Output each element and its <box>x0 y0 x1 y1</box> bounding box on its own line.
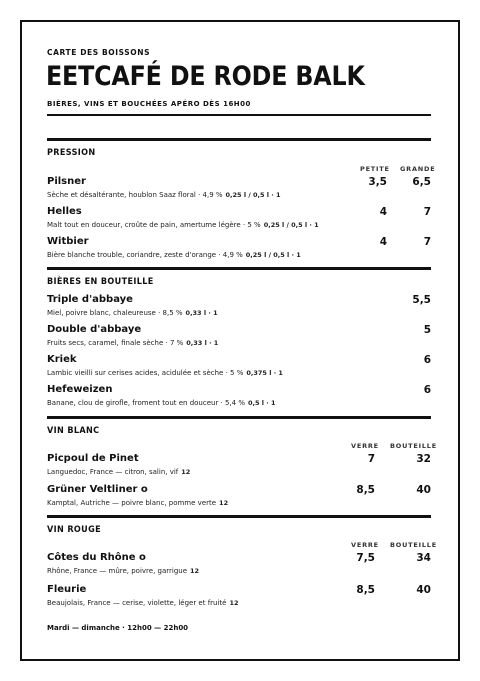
section-title-vin-blanc: VIN BLANC <box>47 426 100 436</box>
price-petite: 4 <box>379 236 387 248</box>
price-bouteille: 40 <box>416 584 431 596</box>
menu-kicker: CARTE DES BOISSONS <box>47 48 151 57</box>
item-desc: Bière blanche trouble, coriandre, zeste d'orange · 4,9 % 0,25 l / 0,5 l · 1 <box>47 251 301 259</box>
list-item <box>47 324 431 352</box>
item-volume: 0,25 l / 0,5 l · 1 <box>225 191 281 199</box>
price: 6 <box>423 384 431 396</box>
item-desc: Banane, clou de girofle, froment tout en douceur · 5,4 % 0,5 l · 1 <box>47 399 276 407</box>
price-petite: 3,5 <box>368 176 387 188</box>
item-name: Côtes du Rhône o <box>47 552 146 563</box>
price-verre: 8,5 <box>356 584 375 596</box>
section-divider <box>47 416 431 419</box>
price-bouteille: 32 <box>416 453 431 465</box>
list-item <box>47 453 431 481</box>
list-item <box>47 294 431 322</box>
item-name: Picpoul de Pinet <box>47 453 139 464</box>
list-item <box>47 484 431 512</box>
col-head-bouteille: BOUTEILLE <box>390 442 437 450</box>
item-volume: 0,25 l / 0,5 l · 1 <box>245 251 301 259</box>
item-name: Helles <box>47 206 82 217</box>
price-grande: 6,5 <box>412 176 431 188</box>
opening-hours: Mardi — dimanche · 12h00 — 22h00 <box>47 624 189 632</box>
item-name: Hefeweizen <box>47 384 113 395</box>
price-grande: 7 <box>423 206 431 218</box>
section-divider <box>47 267 431 270</box>
price-grande: 7 <box>423 236 431 248</box>
list-item <box>47 552 431 580</box>
col-head-verre: VERRE <box>351 541 379 549</box>
price-bouteille: 34 <box>416 552 431 564</box>
item-desc: Malt tout en douceur, croûte de pain, amertume légère · 5 % 0,25 l / 0,5 l · 1 <box>47 221 319 229</box>
price-bouteille: 40 <box>416 484 431 496</box>
item-desc: Languedoc, France — citron, salin, vif 12 <box>47 468 191 476</box>
item-desc: Kamptal, Autriche — poivre blanc, pomme verte 12 <box>47 499 229 507</box>
item-volume: 12 <box>190 567 200 575</box>
section-title-pression: PRESSION <box>47 148 96 158</box>
item-name: Witbier <box>47 236 89 247</box>
item-desc: Lambic vieilli sur cerises acides, acidulée et sèche · 5 % 0,375 l · 1 <box>47 369 283 377</box>
col-head-grande: GRANDE <box>400 165 436 173</box>
item-name: Triple d'abbaye <box>47 294 133 305</box>
section-divider <box>47 138 431 141</box>
item-volume: 0,33 l · 1 <box>186 339 219 347</box>
item-name: Pilsner <box>47 176 86 187</box>
price-verre: 7,5 <box>356 552 375 564</box>
section-title-vin-rouge: VIN ROUGE <box>47 525 102 535</box>
item-volume: 0,33 l · 1 <box>185 309 218 317</box>
item-name: Double d'abbaye <box>47 324 142 335</box>
item-volume: 0,25 l / 0,5 l · 1 <box>263 221 319 229</box>
price-verre: 7 <box>367 453 375 465</box>
item-volume: 12 <box>219 499 229 507</box>
list-item <box>47 176 431 204</box>
col-head-petite: PETITE <box>360 165 390 173</box>
item-desc: Sèche et désaltérante, houblon Saaz floral · 4,9 % 0,25 l / 0,5 l · 1 <box>47 191 281 199</box>
item-volume: 12 <box>181 468 191 476</box>
col-head-bouteille: BOUTEILLE <box>390 541 437 549</box>
price: 5 <box>423 324 431 336</box>
item-name: Grüner Veltliner o <box>47 484 148 495</box>
section-divider <box>47 515 431 518</box>
item-volume: 0,5 l · 1 <box>248 399 276 407</box>
list-item <box>47 206 431 234</box>
item-name: Fleurie <box>47 584 87 595</box>
header-divider <box>47 114 431 116</box>
page-subtitle: BIÈRES, VINS ET BOUCHÉES APÉRO DÈS 16H00 <box>47 100 251 108</box>
item-desc: Miel, poivre blanc, chaleureuse · 8,5 % 0,33 l · 1 <box>47 309 218 317</box>
list-item <box>47 354 431 382</box>
section-title-bouteille: BIÈRES EN BOUTEILLE <box>47 277 154 287</box>
list-item <box>47 236 431 264</box>
item-volume: 0,375 l · 1 <box>246 369 283 377</box>
col-head-verre: VERRE <box>351 442 379 450</box>
item-name: Kriek <box>47 354 77 365</box>
price-verre: 8,5 <box>356 484 375 496</box>
item-volume: 12 <box>229 599 239 607</box>
item-desc: Fruits secs, caramel, finale sèche · 7 % 0,33 l · 1 <box>47 339 219 347</box>
item-desc: Rhône, France — mûre, poivre, garrigue 12 <box>47 567 200 575</box>
menu-card <box>20 20 460 661</box>
list-item <box>47 584 431 612</box>
item-desc: Beaujolais, France — cerise, violette, léger et fruité 12 <box>47 599 239 607</box>
price: 5,5 <box>412 294 431 306</box>
price: 6 <box>423 354 431 366</box>
price-petite: 4 <box>379 206 387 218</box>
list-item <box>47 384 431 412</box>
page-title: EETCAFÉ DE RODE BALK <box>46 61 365 92</box>
